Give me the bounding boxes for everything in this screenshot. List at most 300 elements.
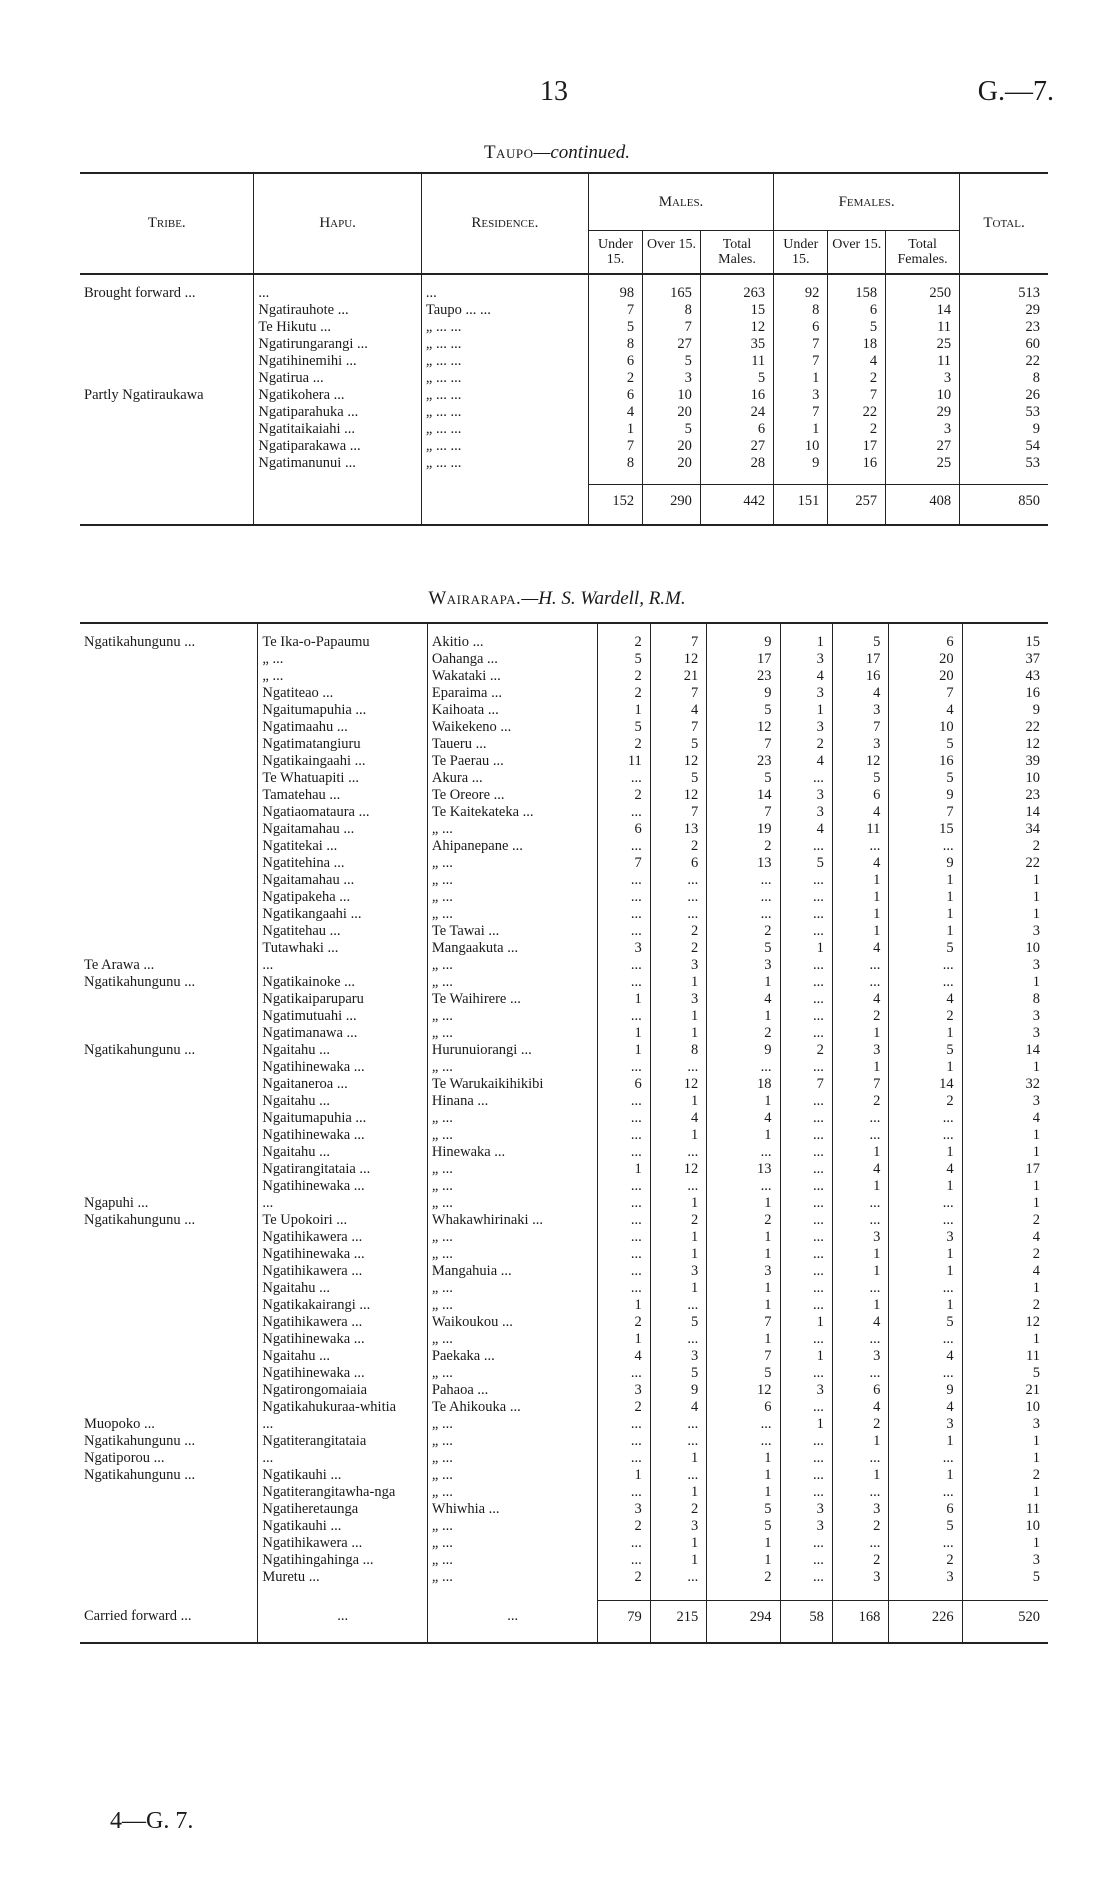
value-cell-fu: 3 <box>780 1382 832 1399</box>
value-cell-ft: ... <box>889 1212 962 1229</box>
value-cell-ft: 14 <box>886 302 960 319</box>
tribe-cell: Ngatikahungunu ... <box>84 1212 196 1228</box>
table-row <box>80 770 1048 787</box>
table-row <box>80 787 1048 804</box>
value-cell-mt: ... <box>707 1416 780 1433</box>
value-cell-ft: 20 <box>889 651 962 668</box>
tribe-cell <box>80 1093 258 1110</box>
hapu-cell: Muretu ... <box>258 1569 428 1586</box>
table-row <box>80 702 1048 719</box>
table-row <box>80 906 1048 923</box>
value-cell-ft: 16 <box>889 753 962 770</box>
value-cell-mu: ... <box>598 770 650 787</box>
value-cell-t: 2 <box>962 1212 1048 1229</box>
value-cell-fo: 6 <box>832 1382 889 1399</box>
value-cell-mo: ... <box>650 889 707 906</box>
tribe-cell <box>80 438 254 455</box>
hapu-cell: Ngatirongomaiaia <box>258 1382 428 1399</box>
value-cell-t: 32 <box>962 1076 1048 1093</box>
residence-cell: Kaihoata ... <box>427 702 598 719</box>
value-cell-t: 10 <box>962 1518 1048 1535</box>
hapu-cell: Ngaitamahau ... <box>258 821 428 838</box>
value-cell-ft: 5 <box>889 1314 962 1331</box>
residence-cell: „ ... <box>427 1518 598 1535</box>
table-row <box>80 421 1048 438</box>
col-tribe: Tribe. <box>147 215 186 231</box>
value-cell-ft: 1 <box>889 1178 962 1195</box>
value-cell-ft: 1 <box>889 1433 962 1450</box>
value-cell-fo: 4 <box>832 1314 889 1331</box>
value-cell-t: 5 <box>962 1569 1048 1586</box>
value-cell-mu: 2 <box>588 370 642 387</box>
value-cell-mu: ... <box>598 1450 650 1467</box>
tribe-cell <box>80 787 258 804</box>
value-cell-mu: 1 <box>598 1025 650 1042</box>
table-row <box>80 1416 1048 1433</box>
value-cell-ft: ... <box>889 1535 962 1552</box>
value-cell-mo: 3 <box>650 1348 707 1365</box>
value-cell-mo: 1 <box>650 1535 707 1552</box>
value-cell-mu: ... <box>598 974 650 991</box>
tribe-cell: Brought forward ... <box>84 285 196 301</box>
value-cell-fu: ... <box>780 1161 832 1178</box>
value-cell-fu: 1 <box>780 1416 832 1433</box>
value-cell-mt: 2 <box>707 1212 780 1229</box>
value-cell-mu: 1 <box>588 421 642 438</box>
tribe-cell <box>80 1552 258 1569</box>
value-cell-ft: 6 <box>889 623 962 651</box>
table-row <box>80 1042 1048 1059</box>
value-cell-fu: ... <box>780 1144 832 1161</box>
value-cell-mt: 1 <box>707 1552 780 1569</box>
value-cell-mt: ... <box>707 889 780 906</box>
total-fu: 151 <box>774 484 828 525</box>
table-row <box>80 1535 1048 1552</box>
value-cell-t: 53 <box>960 404 1048 421</box>
value-cell-mt: 5 <box>707 1518 780 1535</box>
value-cell-mt: ... <box>707 1059 780 1076</box>
value-cell-mu: 1 <box>598 1297 650 1314</box>
value-cell-fo: 3 <box>832 1348 889 1365</box>
value-cell-mo: 5 <box>643 421 701 438</box>
value-cell-fu: 1 <box>780 1314 832 1331</box>
value-cell-fu: ... <box>780 770 832 787</box>
value-cell-mt: 18 <box>707 1076 780 1093</box>
value-cell-ft: ... <box>889 1484 962 1501</box>
table-row <box>80 1127 1048 1144</box>
value-cell-mt: 1 <box>707 1195 780 1212</box>
tribe-cell <box>80 1246 258 1263</box>
value-cell-t: 1 <box>962 1195 1048 1212</box>
residence-cell: „ ... <box>427 1059 598 1076</box>
value-cell-ft: 11 <box>886 353 960 370</box>
value-cell-mo: 4 <box>650 702 707 719</box>
hapu-cell: Ngatirauhote ... <box>254 302 422 319</box>
value-cell-fo: 5 <box>828 319 886 336</box>
value-cell-mt: 7 <box>707 804 780 821</box>
tribe-cell <box>80 370 254 387</box>
residence-cell: „ ... <box>427 1127 598 1144</box>
value-cell-mu: ... <box>598 1535 650 1552</box>
residence-cell: „ ... <box>427 1365 598 1382</box>
value-cell-t: 9 <box>962 702 1048 719</box>
value-cell-mo: ... <box>650 1416 707 1433</box>
value-cell-mo: 2 <box>650 1501 707 1518</box>
value-cell-ft: ... <box>889 1110 962 1127</box>
hapu-cell: Ngatihinemihi ... <box>254 353 422 370</box>
value-cell-mo: 27 <box>643 336 701 353</box>
value-cell-fu: ... <box>780 991 832 1008</box>
value-cell-mu: 3 <box>598 1501 650 1518</box>
col-residence: Residence. <box>421 173 588 274</box>
value-cell-ft: 3 <box>886 370 960 387</box>
tribe-cell <box>80 1314 258 1331</box>
value-cell-mu: 98 <box>588 274 642 302</box>
value-cell-mu: 2 <box>598 736 650 753</box>
hapu-cell: Te Whatuapiti ... <box>258 770 428 787</box>
table-row <box>80 336 1048 353</box>
hapu-cell: Ngatitekai ... <box>258 838 428 855</box>
value-cell-mu: 1 <box>598 702 650 719</box>
table-row <box>80 1297 1048 1314</box>
value-cell-mo: 20 <box>643 438 701 455</box>
residence-cell: Mangaakuta ... <box>427 940 598 957</box>
col-females-under15: Under 15. <box>774 231 828 275</box>
value-cell-mt: 1 <box>707 1093 780 1110</box>
value-cell-fo: 4 <box>828 353 886 370</box>
tribe-cell <box>80 991 258 1008</box>
hapu-cell: Ngatimaahu ... <box>258 719 428 736</box>
hapu-cell: ... <box>254 274 422 302</box>
value-cell-mt: 5 <box>700 370 773 387</box>
residence-cell: „ ... <box>427 906 598 923</box>
value-cell-t: 1 <box>962 1535 1048 1552</box>
carried-forward-hapu: ... <box>258 1600 428 1643</box>
value-cell-fo: 4 <box>832 855 889 872</box>
value-cell-mu: ... <box>598 1365 650 1382</box>
col-males-over15: Over 15. <box>643 231 701 275</box>
value-cell-mu: 4 <box>598 1348 650 1365</box>
value-cell-ft: 3 <box>889 1569 962 1586</box>
value-cell-mu: 11 <box>598 753 650 770</box>
carried-forward-mu: 79 <box>598 1600 650 1643</box>
value-cell-fo: 1 <box>832 923 889 940</box>
value-cell-t: 513 <box>960 274 1048 302</box>
value-cell-t: 4 <box>962 1263 1048 1280</box>
value-cell-mu: ... <box>598 1484 650 1501</box>
table-row <box>80 1501 1048 1518</box>
tribe-cell <box>80 872 258 889</box>
value-cell-fo: 4 <box>832 991 889 1008</box>
value-cell-mu: 7 <box>598 855 650 872</box>
value-cell-ft: 25 <box>886 336 960 353</box>
tribe-cell: Te Arawa ... <box>84 957 155 973</box>
col-total-males: Total Males. <box>700 231 773 275</box>
value-cell-mu: 2 <box>598 1569 650 1586</box>
hapu-cell: Ngatiheretaunga <box>258 1501 428 1518</box>
value-cell-mt: 11 <box>700 353 773 370</box>
tribe-cell <box>80 302 254 319</box>
tribe-cell <box>80 1161 258 1178</box>
hapu-cell: Ngatimanunui ... <box>254 455 422 472</box>
value-cell-ft: 1 <box>889 1144 962 1161</box>
hapu-cell: Ngatiteao ... <box>258 685 428 702</box>
hapu-cell: Ngatihikawera ... <box>258 1263 428 1280</box>
value-cell-mo: 1 <box>650 1093 707 1110</box>
table-row <box>80 1025 1048 1042</box>
hapu-cell: Ngatirungarangi ... <box>254 336 422 353</box>
hapu-cell: Ngatihingahinga ... <box>258 1552 428 1569</box>
value-cell-ft: 1 <box>889 1297 962 1314</box>
col-males-under15: Under 15. <box>588 231 642 275</box>
residence-cell: „ ... ... <box>421 370 588 387</box>
value-cell-fu: 7 <box>780 1076 832 1093</box>
table-row <box>80 685 1048 702</box>
hapu-cell: Ngatiaomataura ... <box>258 804 428 821</box>
col-hapu: Hapu. <box>254 173 422 274</box>
value-cell-fu: ... <box>780 1297 832 1314</box>
table-row <box>80 353 1048 370</box>
value-cell-fu: 92 <box>774 274 828 302</box>
value-cell-fo: 4 <box>832 685 889 702</box>
tribe-cell <box>80 838 258 855</box>
value-cell-mu: 1 <box>598 1042 650 1059</box>
value-cell-mu: 5 <box>588 319 642 336</box>
carried-forward-ft: 226 <box>889 1600 962 1643</box>
value-cell-fo: 3 <box>832 1569 889 1586</box>
value-cell-mt: 5 <box>707 1501 780 1518</box>
tribe-cell <box>80 1076 258 1093</box>
table-row <box>80 957 1048 974</box>
value-cell-fu: ... <box>780 1246 832 1263</box>
value-cell-mt: 14 <box>707 787 780 804</box>
value-cell-fo: 1 <box>832 1467 889 1484</box>
value-cell-mo: 7 <box>650 685 707 702</box>
value-cell-mt: 1 <box>707 1535 780 1552</box>
residence-cell: Taueru ... <box>427 736 598 753</box>
value-cell-fo: 2 <box>832 1518 889 1535</box>
value-cell-mo: 1 <box>650 1229 707 1246</box>
residence-cell: Hinana ... <box>427 1093 598 1110</box>
total-t: 850 <box>960 484 1048 525</box>
value-cell-fo: 6 <box>832 787 889 804</box>
value-cell-t: 11 <box>962 1501 1048 1518</box>
tribe-cell: Ngatikahungunu ... <box>84 1042 196 1058</box>
residence-cell: „ ... <box>427 1569 598 1586</box>
residence-cell: „ ... <box>427 1331 598 1348</box>
value-cell-mu: ... <box>598 1144 650 1161</box>
residence-cell: Hinewaka ... <box>427 1144 598 1161</box>
value-cell-mu: 7 <box>588 438 642 455</box>
residence-cell: „ ... ... <box>421 353 588 370</box>
value-cell-mu: 6 <box>598 1076 650 1093</box>
tribe-cell: Ngatiporou ... <box>84 1450 165 1466</box>
value-cell-fu: ... <box>780 957 832 974</box>
value-cell-ft: 9 <box>889 787 962 804</box>
value-cell-fo: 2 <box>828 421 886 438</box>
residence-cell: „ ... <box>427 1161 598 1178</box>
total-mu: 152 <box>588 484 642 525</box>
value-cell-t: 14 <box>962 1042 1048 1059</box>
value-cell-ft: 3 <box>889 1229 962 1246</box>
table-row <box>80 1195 1048 1212</box>
value-cell-t: 11 <box>962 1348 1048 1365</box>
value-cell-t: 3 <box>962 1416 1048 1433</box>
table-row <box>80 1110 1048 1127</box>
value-cell-mo: 4 <box>650 1110 707 1127</box>
tribe-cell <box>80 668 258 685</box>
hapu-cell: ... <box>258 1416 428 1433</box>
table-row <box>80 1399 1048 1416</box>
table-row <box>80 1467 1048 1484</box>
value-cell-t: 23 <box>960 319 1048 336</box>
tribe-cell <box>80 923 258 940</box>
table-row <box>80 387 1048 404</box>
value-cell-mt: 1 <box>707 1484 780 1501</box>
value-cell-mt: 13 <box>707 855 780 872</box>
value-cell-t: 12 <box>962 1314 1048 1331</box>
value-cell-fo: ... <box>832 1212 889 1229</box>
value-cell-mo: 1 <box>650 1552 707 1569</box>
table-row <box>80 651 1048 668</box>
value-cell-mu: 8 <box>588 455 642 472</box>
value-cell-ft: 2 <box>889 1093 962 1110</box>
value-cell-mt: 1 <box>707 1450 780 1467</box>
table-row <box>80 821 1048 838</box>
value-cell-fo: 4 <box>832 804 889 821</box>
tribe-cell: Ngatikahungunu ... <box>84 974 196 990</box>
table-row <box>80 668 1048 685</box>
hapu-cell: Ngatihinewaka ... <box>258 1365 428 1382</box>
value-cell-mu: ... <box>598 1127 650 1144</box>
tribe-cell <box>80 889 258 906</box>
value-cell-t: 1 <box>962 1127 1048 1144</box>
value-cell-fu: ... <box>780 1059 832 1076</box>
value-cell-mt: 5 <box>707 1365 780 1382</box>
value-cell-mo: 2 <box>650 923 707 940</box>
value-cell-mu: ... <box>598 957 650 974</box>
hapu-cell: Ngatikohera ... <box>254 387 422 404</box>
value-cell-mo: 8 <box>650 1042 707 1059</box>
value-cell-mo: 5 <box>650 736 707 753</box>
value-cell-mu: ... <box>598 1059 650 1076</box>
residence-cell: „ ... <box>427 1450 598 1467</box>
value-cell-ft: ... <box>889 1450 962 1467</box>
hapu-cell: Ngatimatangiuru <box>258 736 428 753</box>
tribe-cell <box>80 1144 258 1161</box>
residence-cell: Waikekeno ... <box>427 719 598 736</box>
table-row <box>80 1263 1048 1280</box>
value-cell-ft: 1 <box>889 1246 962 1263</box>
value-cell-ft: 4 <box>889 1348 962 1365</box>
value-cell-fu: 3 <box>780 719 832 736</box>
residence-cell: „ ... ... <box>421 387 588 404</box>
value-cell-mu: 6 <box>588 353 642 370</box>
table-row <box>80 438 1048 455</box>
value-cell-t: 3 <box>962 1025 1048 1042</box>
value-cell-t: 53 <box>960 455 1048 472</box>
value-cell-mt: 1 <box>707 1246 780 1263</box>
residence-cell: „ ... <box>427 957 598 974</box>
value-cell-fu: ... <box>780 838 832 855</box>
value-cell-mo: 2 <box>650 838 707 855</box>
value-cell-fo: 3 <box>832 1501 889 1518</box>
value-cell-mo: 1 <box>650 1025 707 1042</box>
value-cell-mt: 1 <box>707 1008 780 1025</box>
value-cell-mt: 3 <box>707 1263 780 1280</box>
hapu-cell: Ngatikaiparuparu <box>258 991 428 1008</box>
value-cell-t: 43 <box>962 668 1048 685</box>
taupo-title-continued: —continued. <box>533 142 631 163</box>
tribe-cell <box>80 1025 258 1042</box>
value-cell-fo: 7 <box>832 1076 889 1093</box>
value-cell-t: 54 <box>960 438 1048 455</box>
table-row <box>80 370 1048 387</box>
residence-cell: Eparaima ... <box>427 685 598 702</box>
table-row <box>80 1382 1048 1399</box>
value-cell-fu: 4 <box>780 753 832 770</box>
hapu-cell: Ngatitehau ... <box>258 923 428 940</box>
value-cell-mu: 5 <box>598 719 650 736</box>
value-cell-mu: 6 <box>598 821 650 838</box>
tribe-cell <box>80 1535 258 1552</box>
value-cell-mt: 16 <box>700 387 773 404</box>
residence-cell: „ ... <box>427 1178 598 1195</box>
carried-forward-fu: 58 <box>780 1600 832 1643</box>
value-cell-mu: ... <box>598 1008 650 1025</box>
hapu-cell: Ngatirangitataia ... <box>258 1161 428 1178</box>
value-cell-fo: 2 <box>832 1552 889 1569</box>
tribe-cell <box>80 353 254 370</box>
value-cell-t: 17 <box>962 1161 1048 1178</box>
hapu-cell: Tamatehau ... <box>258 787 428 804</box>
value-cell-mt: 6 <box>700 421 773 438</box>
value-cell-mo: 20 <box>643 404 701 421</box>
value-cell-fo: 12 <box>832 753 889 770</box>
residence-cell: „ ... <box>427 889 598 906</box>
table-row <box>80 736 1048 753</box>
value-cell-fo: 17 <box>832 651 889 668</box>
value-cell-t: 1 <box>962 1484 1048 1501</box>
value-cell-mt: 5 <box>707 702 780 719</box>
value-cell-ft: 5 <box>889 1518 962 1535</box>
residence-cell: Hurunuiorangi ... <box>427 1042 598 1059</box>
value-cell-ft: 2 <box>889 1008 962 1025</box>
value-cell-mo: 4 <box>650 1399 707 1416</box>
value-cell-mo: ... <box>650 906 707 923</box>
value-cell-mu: 1 <box>598 1161 650 1178</box>
value-cell-fu: 3 <box>780 685 832 702</box>
value-cell-fu: ... <box>780 1008 832 1025</box>
value-cell-t: 4 <box>962 1229 1048 1246</box>
value-cell-t: 34 <box>962 821 1048 838</box>
residence-cell: Oahanga ... <box>427 651 598 668</box>
tribe-cell <box>80 1501 258 1518</box>
value-cell-fo: 4 <box>832 1161 889 1178</box>
value-cell-fu: 1 <box>780 1348 832 1365</box>
value-cell-fo: ... <box>832 838 889 855</box>
value-cell-ft: ... <box>889 838 962 855</box>
table-row <box>80 753 1048 770</box>
hapu-cell: Te Upokoiri ... <box>258 1212 428 1229</box>
value-cell-ft: 5 <box>889 736 962 753</box>
residence-cell: Akitio ... <box>427 623 598 651</box>
value-cell-mo: 12 <box>650 753 707 770</box>
value-cell-ft: 5 <box>889 770 962 787</box>
value-cell-fu: ... <box>780 1195 832 1212</box>
value-cell-mu: 5 <box>598 651 650 668</box>
value-cell-mu: ... <box>598 838 650 855</box>
